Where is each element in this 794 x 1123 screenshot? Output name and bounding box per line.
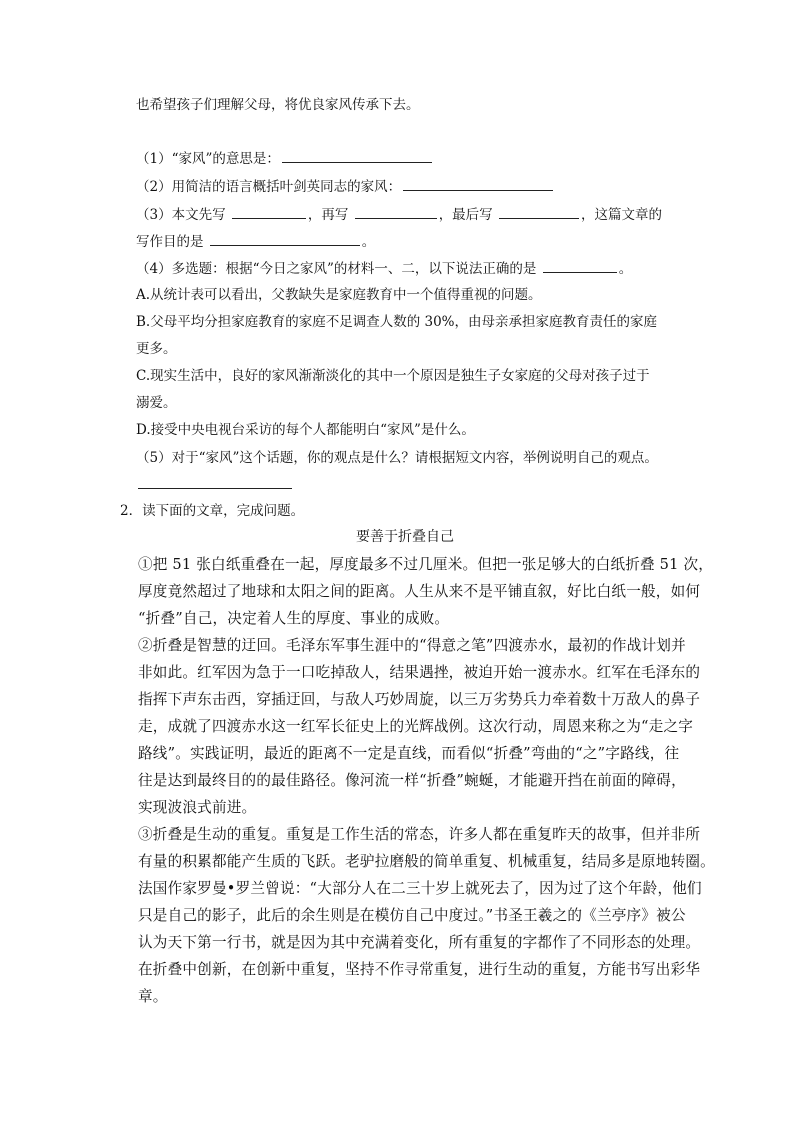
paragraph-2-line: 往是达到最终目的的最佳路径。像河流一样“折叠”蜿蜒，才能避开挡在前面的障碍， bbox=[138, 772, 686, 789]
question-2 bbox=[136, 176, 555, 197]
question-4-text: （4）多选题：根据“今日之家风”的材料一、二，以下说法正确的是 bbox=[136, 261, 537, 277]
question-3-text-a: （3）本文先写 bbox=[136, 207, 226, 223]
question-4-end: 。 bbox=[618, 261, 633, 277]
paragraph-2-line: ②折叠是智慧的迂回。毛泽东军事生涯中的“得意之笔”四渡赤水，最初的作战计划并 bbox=[138, 637, 686, 654]
answer-blank-5[interactable] bbox=[138, 474, 292, 489]
option-b-line-1[interactable]: B.父母平均分担家庭教育的家庭不足调查人数的 30%，由母亲承担家庭教育责任的家庭 bbox=[136, 314, 658, 330]
paragraph-1-line: ①把 51 张白纸重叠在一起，厚度最多不过几厘米。但把一张足够大的白纸折叠 51 次， bbox=[138, 556, 714, 573]
paragraph-3-line: 在折叠中创新，在创新中重复，坚持不作寻常重复，进行生动的重复，方能书写出彩华 bbox=[138, 961, 701, 978]
paragraph-1-line: “折叠”自己，决定着人生的厚度、事业的成败。 bbox=[138, 610, 450, 627]
paragraph-2-line: 非如此。红军因为急于一口吃掉敌人，结果遇挫，被迫开始一渡赤水。红军在毛泽东的 bbox=[138, 664, 701, 681]
paragraph-2-line: 指挥下声东击西，穿插迂回，与敌人巧妙周旋，以三万劣势兵力牵着数十万敌人的鼻子 bbox=[138, 691, 701, 708]
option-c-line-1[interactable]: C.现实生活中，良好的家风渐渐淡化的其中一个原因是独生子女家庭的父母对孩子过于 bbox=[136, 368, 650, 384]
question-1 bbox=[136, 148, 434, 169]
answer-blank-3a[interactable] bbox=[232, 204, 306, 219]
answer-blank-3b[interactable] bbox=[355, 204, 437, 219]
paragraph-3-line: 只是自己的影子，此后的余生则是在模仿自己中度过。”书圣王羲之的《兰亭序》被公 bbox=[138, 907, 686, 924]
intro-line: 也希望孩子们理解父母，将优良家风传承下去。 bbox=[136, 97, 420, 113]
paragraph-2-line: 走，成就了四渡赤水这一红军长征史上的光辉战例。这次行动，周恩来称之为“走之字 bbox=[138, 718, 694, 735]
paragraph-2-line: 路线”。实践证明，最近的距离不一定是直线，而看似“折叠”弯曲的“之”字路线，往 bbox=[138, 745, 680, 762]
answer-blank-3d[interactable] bbox=[210, 231, 360, 246]
paragraph-3-line: 认为天下第一行书，就是因为其中充满着变化，所有重复的字都作了不同形态的处理。 bbox=[138, 934, 701, 951]
paragraph-1-line: 厚度竟然超过了地球和太阳之间的距离。人生从来不是平铺直叙，好比白纸一般，如何 bbox=[138, 583, 701, 600]
question-5: （5）对于“家风”这个话题，你的观点是什么？请根据短文内容，举例说明自己的观点。 bbox=[136, 450, 658, 466]
article-title: 要善于折叠自己 bbox=[356, 529, 454, 545]
question-3-text-b: ，再写 bbox=[307, 207, 349, 223]
paragraph-3-line: ③折叠是生动的重复。重复是工作生活的常态，许多人都在重复昨天的故事，但并非所 bbox=[138, 826, 701, 843]
answer-blank-4[interactable] bbox=[543, 258, 617, 273]
answer-blank-2[interactable] bbox=[403, 176, 553, 191]
question-2-text: （2）用简洁的语言概括叶剑英同志的家风： bbox=[136, 179, 402, 195]
answer-blank-1[interactable] bbox=[282, 148, 432, 163]
question-3 bbox=[136, 204, 662, 225]
paragraph-2-line: 实现波浪式前进。 bbox=[138, 799, 257, 816]
answer-blank-3c[interactable] bbox=[499, 204, 579, 219]
question-4 bbox=[136, 258, 632, 279]
option-a[interactable]: A.从统计表可以看出，父教缺失是家庭教育中一个值得重视的问题。 bbox=[136, 287, 542, 303]
section-2-heading: 2．读下面的文章，完成问题。 bbox=[120, 503, 305, 519]
question-5-answer bbox=[136, 474, 294, 495]
question-1-text: （1）“家风”的意思是： bbox=[136, 151, 280, 167]
paragraph-3-line: 章。 bbox=[138, 988, 168, 1005]
question-3-text-c: ，最后写 bbox=[438, 207, 493, 223]
question-3-line-2 bbox=[136, 231, 375, 252]
question-3-text-e: 写作目的是 bbox=[136, 234, 204, 250]
option-c-line-2[interactable]: 溺爱。 bbox=[136, 395, 177, 411]
paragraph-3-line: 法国作家罗曼•罗兰曾说：“大部分人在二三十岁上就死去了，因为过了这个年龄，他们 bbox=[138, 880, 702, 897]
paragraph-3-line: 有量的积累都能产生质的飞跃。老驴拉磨般的简单重复、机械重复，结局多是原地转圈。 bbox=[138, 853, 715, 870]
option-b-line-2[interactable]: 更多。 bbox=[136, 341, 177, 357]
question-3-end: 。 bbox=[361, 234, 376, 250]
option-d[interactable]: D.接受中央电视台采访的每个人都能明白“家风”是什么。 bbox=[136, 422, 475, 438]
question-3-text-d: ，这篇文章的 bbox=[580, 207, 662, 223]
